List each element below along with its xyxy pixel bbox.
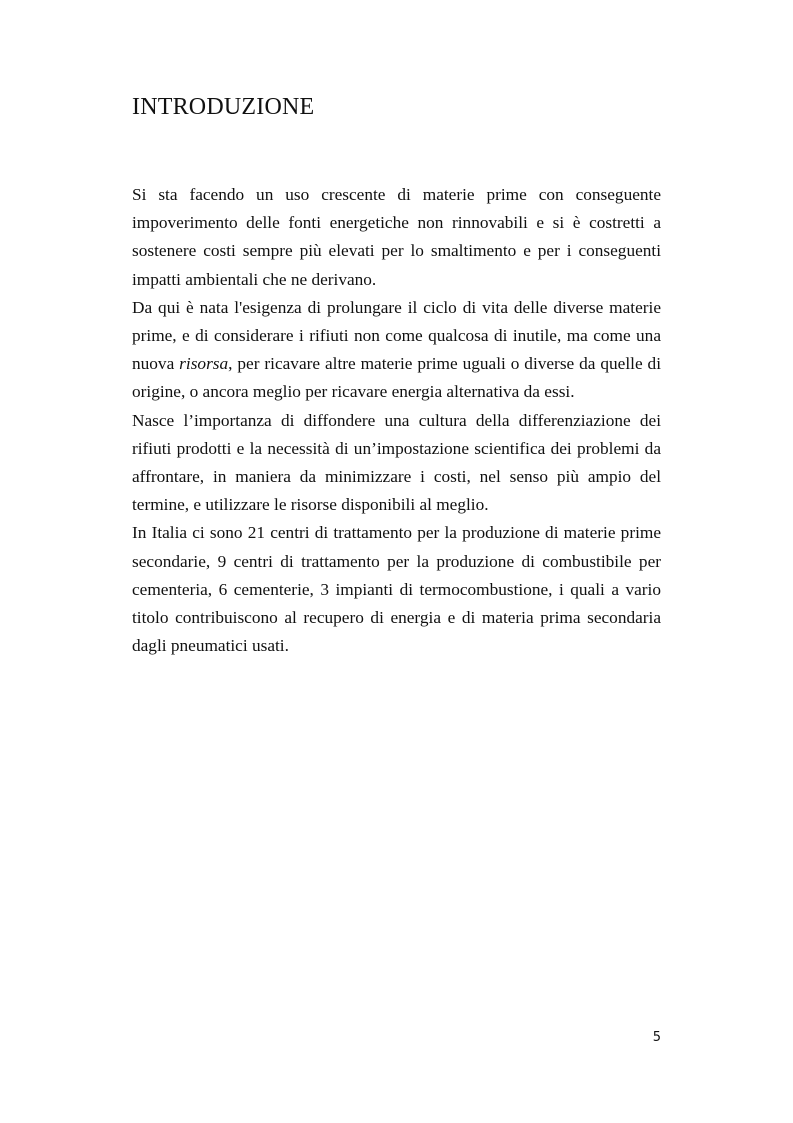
paragraph-2-text-after: , per ricavare altre materie prime uguali o diverse da quelle di origine, o ancora meglio per ricavare energia alternativa da essi. [132, 354, 661, 402]
section-heading: INTRODUZIONE [132, 94, 315, 120]
paragraph-4: In Italia ci sono 21 centri di trattamento per la produzione di materie prime secondarie, 9 centri di trattamento per la produzione di combustibile per cementeria, 6 cementerie, 3 impianti di termocombustione, i quali a vario titolo contribuiscono al recupero di energia e di materia prima secondaria dagli pneumatici usati. [132, 523, 661, 656]
paragraph-2-text-before: Da qui è nata l'esigenza di prolungare il ciclo di vita delle diverse materie prime, e di considerare i rifiuti non come qualcosa di inutile, ma come una nuova [132, 297, 661, 374]
body-text [132, 181, 661, 660]
paragraph-2-emphasis: risorsa [179, 354, 229, 374]
paragraph-2 [132, 294, 661, 407]
paragraph-1: Si sta facendo un uso crescente di materie prime con conseguente impoverimento delle fonti energetiche non rinnovabili e si è costretti a sostenere costi sempre più elevati per lo smaltimento e per i conseguenti impatti ambientali che ne derivano. [132, 185, 661, 289]
page-number: 5 [652, 1030, 661, 1045]
paragraph-3: Nasce l’importanza di diffondere una cultura della differenziazione dei rifiuti prodotti e la necessità di un’impostazione scientifica dei problemi da affrontare, in maniera da minimizzare i costi, nel senso più ampio del termine, e utilizzare le risorse disponibili al meglio. [132, 410, 661, 515]
